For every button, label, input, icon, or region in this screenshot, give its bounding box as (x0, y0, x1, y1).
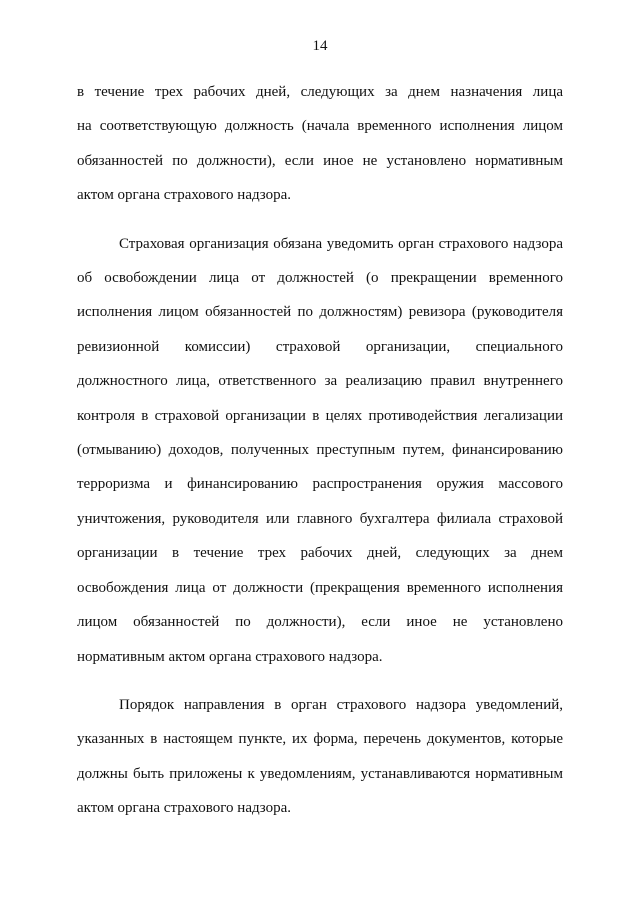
text-line: в течение трех рабочих дней, следующих за днем назначения лица (77, 84, 563, 100)
text-line: лицом обязанностей по должности), если иное не установлено (77, 614, 563, 631)
text-line: актом органа страхового надзора. (77, 800, 292, 817)
text-line: обязанностей по должности), если иное не установлено нормативным (77, 152, 563, 169)
text-line: (отмыванию) доходов, полученных преступным путем, финансированию (77, 442, 563, 459)
paragraph-3 (77, 688, 563, 826)
text-line: ревизионной комиссии) страховой организации, специального (77, 338, 563, 355)
text-line: организации в течение трех рабочих дней, следующих за днем (77, 545, 563, 562)
text-line: Порядок направления в орган страхового надзора уведомлений, (119, 696, 563, 713)
text-line: освобождения лица от должности (прекращения временного исполнения (77, 579, 563, 596)
document-body (77, 75, 563, 826)
text-line: актом органа страхового надзора. (77, 187, 292, 204)
text-line: Страховая организация обязана уведомить орган страхового надзора (119, 235, 563, 252)
text-line: должны быть приложены к уведомлениям, устанавливаются нормативным (77, 765, 563, 782)
text-line: на соответствующую должность (начала временного исполнения лицом (77, 118, 563, 135)
paragraph-1 (77, 75, 563, 213)
text-line: указанных в настоящем пункте, их форма, перечень документов, которые (77, 731, 563, 748)
text-line: об освобождении лица от должностей (о прекращении временного (77, 270, 563, 287)
text-line: должностного лица, ответственного за реализацию правил внутреннего (77, 373, 563, 390)
text-line: исполнения лицом обязанностей по должностям) ревизора (руководителя (77, 304, 563, 321)
text-line: контроля в страховой организации в целях противодействия легализации (77, 407, 563, 424)
paragraph-2 (77, 227, 563, 674)
text-line: нормативным актом органа страхового надзора. (77, 648, 383, 665)
page-number: 14 (312, 38, 328, 54)
text-line: терроризма и финансированию распространения оружия массового (77, 476, 563, 493)
text-line: уничтожения, руководителя или главного бухгалтера филиала страховой (77, 510, 563, 527)
